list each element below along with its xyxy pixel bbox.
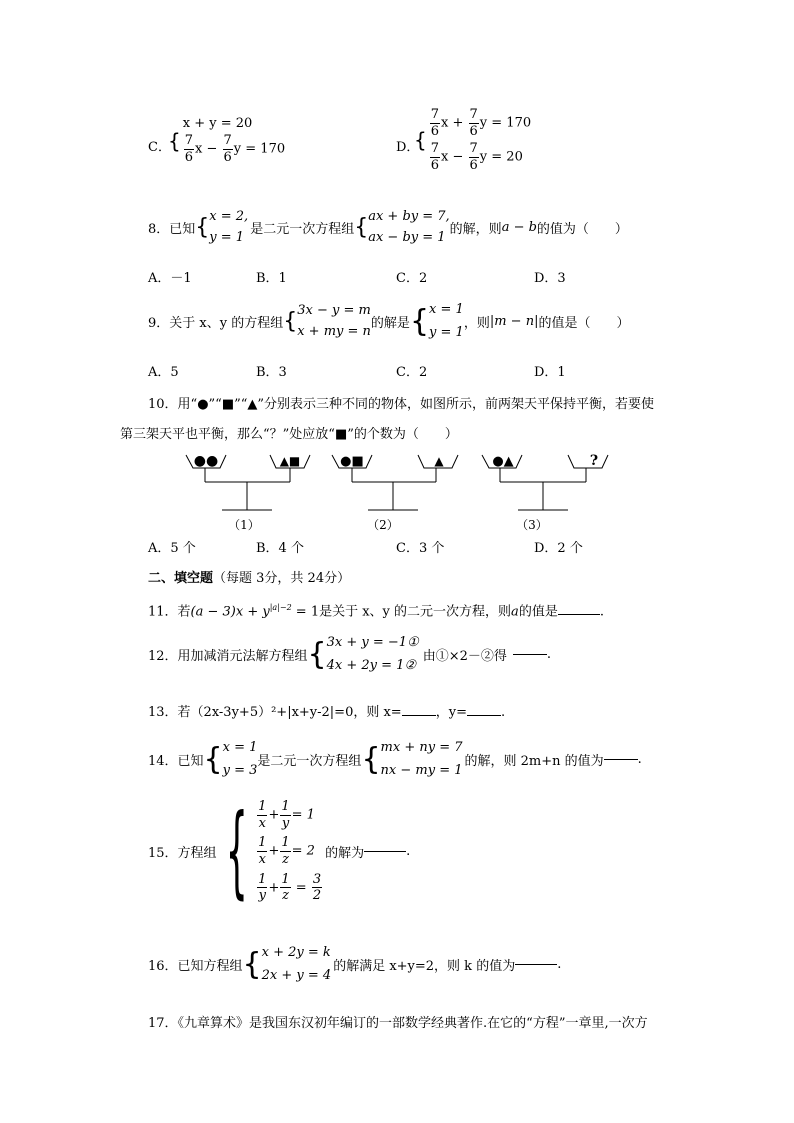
q9-prefix: 9．关于 x、y 的方程组	[148, 315, 284, 331]
q15-question	[148, 792, 411, 910]
scale-1-caption: （1）	[228, 518, 260, 532]
brace-icon: {	[414, 128, 427, 153]
q8-suffix-end: 的值为（ ）	[536, 221, 628, 237]
q11-suffix: 的值是	[518, 604, 558, 620]
q8-expression: a − b	[501, 219, 537, 235]
scale-2-left-pan: ●■	[340, 454, 364, 469]
q8-mid-text: 是二元一次方程组	[250, 221, 355, 237]
q11-equals: = 1	[291, 604, 320, 620]
scale-1-right-pan: ▲■	[279, 454, 301, 468]
brace-icon: {	[195, 214, 210, 240]
q15-equation-1: $\frac{1}{x}$ + $\frac{1}{y}$ = 1	[258, 799, 315, 831]
q10-option-b: B．4 个	[256, 541, 304, 556]
balance-scale-3	[482, 453, 608, 532]
q12-prefix: 12．用加减消元法解方程组	[148, 648, 308, 664]
q14-prefix: 14．已知	[148, 753, 204, 769]
q14-solution-y: y = 3	[222, 763, 258, 778]
q14-answer-blank[interactable]	[604, 759, 638, 760]
q8-prefix: 8．已知	[148, 221, 196, 237]
q13-x-blank[interactable]	[402, 715, 436, 716]
scale-3-left-pan: ●▲	[492, 454, 514, 469]
q13-mid: ，y=	[435, 705, 467, 720]
q7-option-c-label: C．	[148, 140, 171, 155]
scale-3-caption: （3）	[516, 518, 548, 532]
q9-suffix: ，则	[463, 315, 490, 331]
q9-equation-1: 3x − y = m	[297, 303, 371, 318]
q12-question	[148, 636, 551, 672]
q7-d-equation-1: $\frac{7}{6}$ x + $\frac{7}{6}$ y = 170	[430, 107, 532, 139]
q14-end: .	[637, 751, 642, 767]
section-2-note: （每题 3分，共 24分）	[213, 571, 351, 586]
q16-end: .	[557, 956, 562, 972]
scale-3-right-pan: ?	[589, 453, 599, 469]
balance-scales-figure	[0, 450, 794, 540]
q10-line-1: 10．用“●”“■”“▲”分别表示三种不同的物体，如图所示，前两架天平保持平衡，若要使	[148, 397, 655, 412]
q8-option-d: D．3	[534, 271, 566, 286]
q9-solution-y: y = 1	[429, 325, 464, 340]
q16-suffix: 的解满足 x+y=2，则 k 的值为	[333, 958, 516, 974]
scale-2-right-pan: ▲	[434, 454, 444, 468]
q15-equation-3: $\frac{1}{y}$ + $\frac{1}{z}$ = $\frac{3}{2}$	[258, 871, 322, 904]
q7-c-equation-1: x + y = 20	[182, 116, 253, 131]
q9-mid-text: 的解是	[370, 315, 410, 331]
brace-icon: {	[168, 128, 181, 153]
q13-y-blank[interactable]	[467, 715, 501, 716]
q14-solution-x: x = 1	[222, 740, 258, 755]
q16-equation-2: 2x + y = 4	[261, 968, 332, 983]
q12-suffix: 由①×2－②得	[422, 648, 507, 664]
q11-end: .	[599, 604, 604, 620]
brace-icon: {	[354, 214, 369, 240]
q9-option-c: C．2	[396, 365, 428, 380]
q11-exponent: |a|−2	[269, 603, 292, 612]
q9-equation-2: x + my = n	[297, 324, 371, 339]
q11-prefix: 11．若	[148, 604, 191, 620]
q9-option-b: B．3	[256, 365, 287, 380]
q16-prefix: 16．已知方程组	[148, 958, 243, 974]
q8-question	[148, 210, 628, 244]
q8-option-a: A．－1	[148, 271, 192, 286]
brace-icon: {	[307, 636, 327, 672]
q8-option-c: C．2	[396, 271, 428, 286]
q14-mid: 是二元一次方程组	[257, 753, 362, 769]
q14-suffix: 的解，则 2m+n 的值为	[464, 753, 604, 769]
section-2-heading	[148, 572, 350, 585]
q8-solution-y: y = 1	[209, 230, 245, 245]
q11-question	[148, 604, 604, 618]
q9-option-d: D．1	[534, 365, 566, 380]
brace-icon: {	[361, 741, 381, 777]
q8-option-b: B．1	[256, 271, 287, 286]
q10-option-c: C．3 个	[396, 541, 445, 556]
q14-equation-2: nx − my = 1	[380, 763, 463, 778]
scale-2-caption: （2）	[367, 518, 399, 532]
q12-equation-1: 3x + y = −1①	[326, 635, 419, 650]
q7-option-d-label: D．	[396, 140, 420, 155]
q10-line-2: 第三架天平也平衡，那么“？”处应放“■”的个数为（ ）	[120, 427, 458, 442]
q17-line-1: 17．《九章算术》是我国东汉初年编订的一部数学经典著作.在它的“方程”一章里,一次方	[148, 1016, 648, 1031]
brace-icon: {	[283, 308, 298, 334]
scale-1-left-pan: ●●	[193, 453, 219, 469]
q15-prefix: 15．方程组	[148, 845, 217, 861]
q8-equation-1: ax + by = 7,	[368, 209, 450, 224]
balance-scale-2	[332, 454, 458, 532]
q7-option-d-system	[414, 108, 531, 173]
q11-answer-blank[interactable]	[558, 614, 600, 615]
q11-expression: (a − 3)x + y	[190, 604, 270, 620]
q13-question	[148, 706, 505, 719]
q7-option-c-system	[168, 117, 285, 164]
q14-equation-1: mx + ny = 7	[380, 740, 463, 755]
section-2-title: 二、填空题	[148, 571, 214, 586]
q8-solution-x: x = 2,	[209, 209, 249, 224]
brace-icon: {	[203, 741, 223, 777]
q11-text: 是关于 x、y 的二元一次方程，则	[319, 604, 512, 620]
balance-scale-1	[186, 453, 310, 532]
q7-d-equation-2: $\frac{7}{6}$ x − $\frac{7}{6}$ y = 20	[430, 141, 523, 173]
q16-equation-1: x + 2y = k	[261, 945, 331, 960]
q10-option-d: D．2 个	[534, 541, 583, 556]
q13-text: 13．若（2x-3y+5）²+|x+y-2|=0，则 x=	[148, 705, 402, 720]
q9-suffix-end: 的值是（ ）	[538, 315, 630, 331]
q16-question	[148, 946, 561, 982]
q16-answer-blank[interactable]	[515, 964, 557, 965]
q9-solution-x: x = 1	[429, 302, 464, 317]
q7-c-equation-2: $\frac{7}{6}$ x − $\frac{7}{6}$ y = 170	[184, 133, 286, 165]
q10-option-a: A．5 个	[148, 541, 196, 556]
q15-answer-blank[interactable]	[364, 851, 406, 852]
q12-end: .	[546, 646, 552, 662]
q15-suffix: 的解为	[325, 845, 365, 861]
q8-suffix: 的解，则	[449, 221, 502, 237]
q14-question	[148, 741, 642, 777]
brace-icon: {	[409, 303, 430, 339]
q12-equation-2: 4x + 2y = 1②	[326, 658, 417, 673]
brace-icon: {	[225, 792, 248, 910]
q8-equation-2: ax − by = 1	[368, 230, 446, 245]
q9-question	[148, 303, 629, 339]
q15-end: .	[406, 843, 411, 859]
q15-equation-2: $\frac{1}{x}$ + $\frac{1}{z}$ = 2	[258, 835, 315, 867]
q11-variable: a	[511, 604, 519, 620]
brace-icon: {	[242, 946, 262, 982]
q9-expression: |m − n|	[489, 313, 539, 329]
q9-option-a: A．5	[148, 365, 179, 380]
q12-answer-blank[interactable]	[513, 654, 547, 655]
q13-end: .	[500, 705, 506, 720]
